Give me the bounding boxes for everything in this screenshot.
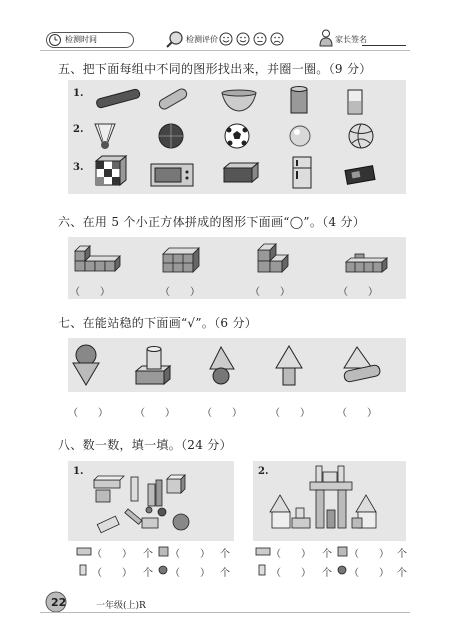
section-8-title: 八、数一数，填一填。（24 分） — [58, 438, 232, 452]
answer-7-5[interactable]: （ ） — [337, 408, 377, 419]
count-blank-5[interactable]: （ ） — [271, 549, 311, 560]
answer-7-1[interactable]: （ ） — [68, 408, 108, 419]
count-blank-3[interactable]: （ ） — [92, 568, 132, 579]
count-unit-8: 个 — [397, 568, 407, 579]
answer-6-3[interactable]: （ ） — [250, 287, 290, 298]
eval-label: 检测评价 — [186, 35, 218, 44]
sphere-icon — [159, 566, 167, 574]
row-3-label: 3. — [73, 162, 84, 173]
count-unit-7: 个 — [322, 568, 332, 579]
count-blank-6[interactable]: （ ） — [349, 549, 389, 560]
count-blank-8[interactable]: （ ） — [349, 568, 389, 579]
cube-icon-2 — [338, 547, 347, 556]
row-2-label: 2. — [73, 124, 84, 135]
count-unit-1: 个 — [143, 549, 153, 560]
part-2-label: 2. — [258, 466, 269, 477]
sphere-icon-2 — [338, 566, 346, 574]
count-blank-4[interactable]: （ ） — [170, 568, 210, 579]
count-blank-7[interactable]: （ ） — [271, 568, 311, 579]
count-unit-6: 个 — [397, 549, 407, 560]
cylinder-icon-2 — [259, 565, 265, 575]
count-blank-2[interactable]: （ ） — [170, 549, 210, 560]
answer-7-3[interactable]: （ ） — [202, 408, 242, 419]
signature-label: 家长签名 — [335, 35, 367, 44]
section-5-title: 五、把下面每组中不同的图形找出来，并圈一圈。（9 分） — [58, 62, 372, 76]
section-6-title: 六、在用 5 个小正方体拼成的图形下面画“◯”。（4 分） — [58, 215, 366, 229]
cuboid-icon-2 — [256, 548, 270, 555]
time-label: 检测时间 — [65, 35, 97, 44]
answer-6-2[interactable]: （ ） — [160, 287, 200, 298]
count-unit-3: 个 — [143, 568, 153, 579]
cylinder-icon — [80, 565, 86, 575]
footer-divider — [40, 612, 410, 613]
part-1-label: 1. — [73, 466, 84, 477]
answer-6-1[interactable]: （ ） — [70, 287, 110, 298]
count-unit-5: 个 — [322, 549, 332, 560]
count-unit-4: 个 — [220, 568, 230, 579]
answer-6-4[interactable]: （ ） — [338, 287, 378, 298]
answer-7-4[interactable]: （ ） — [270, 408, 310, 419]
answer-7-2[interactable]: （ ） — [135, 408, 175, 419]
grade-label: 一年级(上)R — [96, 601, 146, 611]
count-blank-1[interactable]: （ ） — [92, 549, 132, 560]
page-number: 22 — [51, 596, 67, 609]
row-1-label: 1. — [73, 88, 84, 99]
section-7-title: 七、在能站稳的下面画“√”。（6 分） — [58, 316, 258, 330]
cube-icon — [159, 547, 168, 556]
count-unit-2: 个 — [220, 549, 230, 560]
cuboid-icon — [77, 548, 91, 555]
